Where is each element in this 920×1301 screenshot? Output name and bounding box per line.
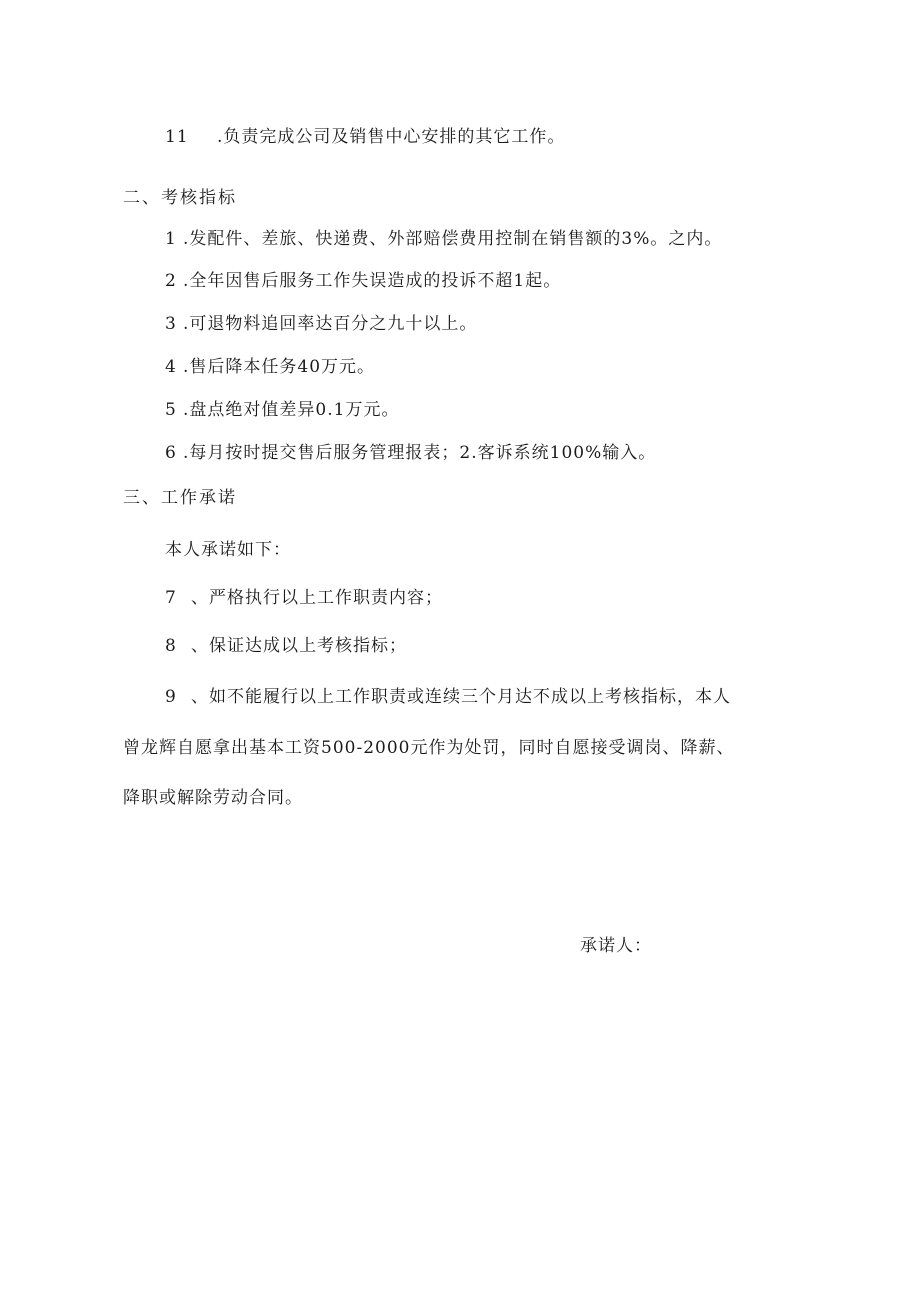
assessment-item-2 bbox=[165, 269, 561, 293]
item-text: 、严格执行以上工作职责内容； bbox=[191, 588, 443, 608]
item-number: 9 bbox=[165, 687, 177, 707]
item-number: 5 bbox=[165, 400, 177, 420]
item-text: .盘点绝对值差异0.1万元。 bbox=[183, 400, 400, 420]
item-text: 、保证达成以上考核指标； bbox=[191, 636, 407, 656]
commitment-item-9-continuation-2: 降职或解除劳动合同。 bbox=[123, 788, 303, 808]
item-text: .发配件、差旅、快递费、外部赔偿费用控制在销售额的3%。之内。 bbox=[183, 229, 723, 249]
item-text: .售后降本任务40万元。 bbox=[183, 357, 376, 377]
item-number: 1 bbox=[165, 229, 177, 249]
item-number: 11 bbox=[165, 127, 189, 147]
signature-label: 承诺人： bbox=[580, 936, 652, 956]
item-number: 3 bbox=[165, 314, 177, 334]
item-text: .负责完成公司及销售中心安排的其它工作。 bbox=[217, 127, 566, 147]
duty-item-11 bbox=[165, 125, 565, 149]
item-text: .全年因售后服务工作失误造成的投诉不超1起。 bbox=[183, 271, 562, 291]
commitment-item-9-continuation: 曾龙辉自愿拿出基本工资500-2000元作为处罚，同时自愿接受调岗、降薪、 bbox=[123, 738, 735, 758]
assessment-item-4 bbox=[165, 355, 375, 379]
item-text: .可退物料追回率达百分之九十以上。 bbox=[183, 314, 478, 334]
item-number: 7 bbox=[165, 588, 177, 608]
commitment-item-8 bbox=[165, 634, 407, 658]
assessment-item-1 bbox=[165, 227, 722, 251]
commitment-item-9 bbox=[165, 685, 731, 709]
section-heading-commitment: 三、工作承诺 bbox=[123, 488, 237, 508]
assessment-item-3 bbox=[165, 312, 477, 336]
item-number: 6 bbox=[165, 443, 177, 463]
assessment-item-5 bbox=[165, 398, 399, 422]
item-text: 、如不能履行以上工作职责或连续三个月达不成以上考核指标，本人 bbox=[191, 687, 731, 707]
commitment-intro: 本人承诺如下： bbox=[165, 540, 291, 560]
item-number: 4 bbox=[165, 357, 177, 377]
assessment-item-6 bbox=[165, 441, 656, 465]
item-number: 2 bbox=[165, 271, 177, 291]
item-text: .每月按时提交售后服务管理报表；2.客诉系统100%输入。 bbox=[183, 443, 657, 463]
commitment-item-7 bbox=[165, 586, 443, 610]
section-heading-assessment: 二、考核指标 bbox=[123, 188, 237, 208]
item-number: 8 bbox=[165, 636, 177, 656]
